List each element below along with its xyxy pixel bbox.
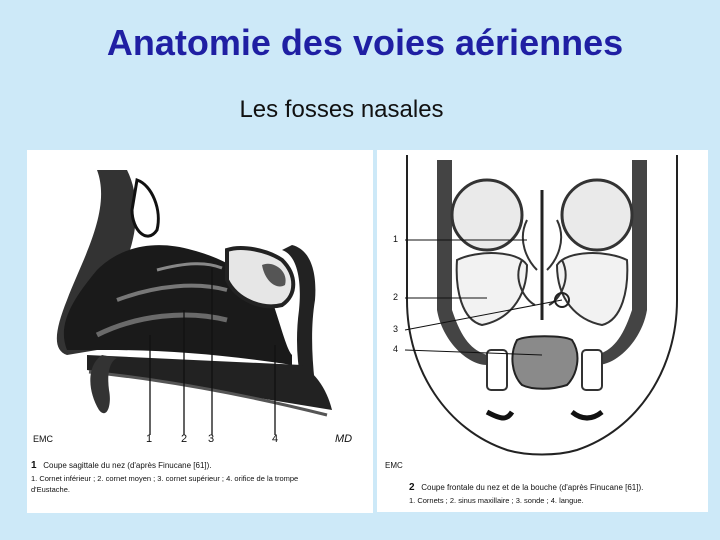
number-label-3: 3: [208, 433, 215, 445]
figure-caption-title-right: [409, 483, 643, 493]
number-label-1: 1: [146, 433, 153, 445]
tongue: [512, 336, 577, 389]
caption-line-1: 1. Cornet inférieur ; 2. cornet moyen ; 3. cornet supérieur ; 4. orifice de la trompe: [31, 474, 299, 483]
frontal-section-figure: [377, 150, 708, 512]
figure-caption-title: [31, 461, 212, 471]
sagittal-section-figure: [27, 150, 373, 513]
emc-mark-right: EMC: [385, 461, 403, 470]
slide-title: Anatomie des voies aériennes: [106, 22, 624, 63]
figure-number-right: 2: [409, 482, 415, 493]
figure-number: 1: [31, 460, 37, 471]
hard-palate: [87, 355, 332, 410]
pointer-label-3: 3: [393, 324, 399, 334]
left-mandible-mark: [487, 412, 512, 418]
number-label-2: 2: [181, 433, 188, 445]
number-label-4: 4: [272, 433, 279, 445]
right-mandible-mark: [572, 412, 602, 418]
caption-title-text: Coupe sagittale du nez (d'après Finucane [61]).: [43, 461, 212, 470]
frontal-section-drawing: [377, 150, 708, 512]
pointer-label-1: 1: [393, 234, 399, 244]
left-teeth: [487, 350, 507, 390]
sagittal-section-drawing: [27, 150, 373, 513]
pointer-label-4: 4: [393, 344, 399, 354]
caption-line-2: d'Eustache.: [31, 485, 70, 494]
left-maxillary-sinus: [457, 253, 527, 325]
slide-subtitle: Les fosses nasales: [239, 96, 444, 123]
right-teeth: [582, 350, 602, 390]
caption-line-right: 1. Cornets ; 2. sinus maxillaire ; 3. sonde ; 4. langue.: [409, 496, 584, 505]
signature-md: MD: [335, 433, 353, 445]
emc-mark: EMC: [33, 434, 53, 444]
right-orbit: [562, 180, 632, 250]
frontal-sinus: [132, 180, 158, 236]
right-maxillary-sinus: [557, 253, 627, 325]
caption-title-text-right: Coupe frontale du nez et de la bouche (d'après Finucane [61]).: [421, 483, 644, 492]
pointer-label-2: 2: [393, 292, 399, 302]
